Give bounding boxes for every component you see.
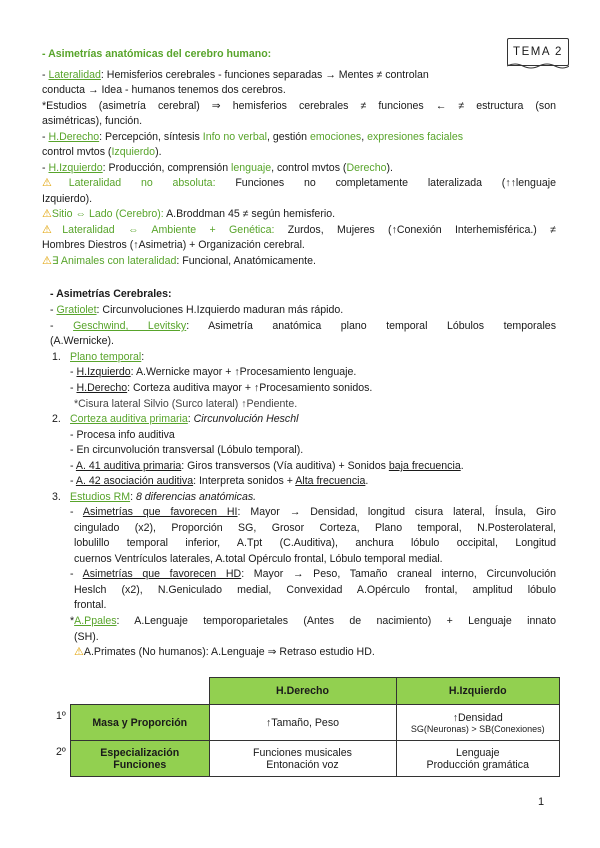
text-line: - H.Izquierdo: Producción, comprensión lenguaje, control mvtos (Derecho). xyxy=(42,162,393,174)
list-item: 1. Plano temporal: xyxy=(52,351,145,363)
text-line: (SH). xyxy=(74,631,99,643)
comparison-table xyxy=(70,677,560,777)
list-item: 2. Corteza auditiva primaria: Circunvolución Heschl xyxy=(52,413,299,425)
list-item: 3. Estudios RM: 8 diferencias anatómicas. xyxy=(52,491,257,503)
warning-icon: ⚠ xyxy=(74,646,84,658)
warning-icon: ⚠ xyxy=(42,224,63,236)
table-cell: ↑Tamaño, Peso xyxy=(209,705,396,741)
topic-tag: TEMA 2 xyxy=(507,38,569,66)
text-line: - Gratiolet: Circunvoluciones H.Izquierdo maduran más rápido. xyxy=(50,304,344,316)
section1-title: - Asimetrías anatómicas del cerebro humano: xyxy=(42,48,272,60)
text-line: cingulado (x2), Proporción SG, Grosor Corteza, Plano temporal, N.Posterolateral, xyxy=(74,522,556,534)
text-line: - Procesa info auditiva xyxy=(70,429,175,441)
text-line: asimétricas), función. xyxy=(42,115,143,127)
text-line: control mvtos (Izquierdo). xyxy=(42,146,162,158)
warning-icon: ⚠ xyxy=(42,208,52,220)
text-line: cuernos Ventrículos laterales, A.total Opérculo frontal, Lóbulo temporal medial. xyxy=(74,553,443,565)
text-line: Izquierdo). xyxy=(42,193,93,205)
page-number: 1 xyxy=(538,796,545,808)
header-hizquierdo: H.Izquierdo xyxy=(396,678,560,705)
text-line: frontal. xyxy=(74,599,107,611)
text-line: - Lateralidad: Hemisferios cerebrales - funciones separadas → Mentes ≠ controlan xyxy=(42,69,429,81)
text-line: ⚠Lateralidad ⇔ Ambiente + Genética: Zurdos, Mujeres (↑Conexión Interhemisférica.) ≠ xyxy=(42,224,556,236)
text-line: *Cisura lateral Silvio (Surco lateral) ↑Pendiente. xyxy=(74,398,298,410)
text-line: lobulillo temporal inferior, A.Tpt (C.Auditiva), anchura lóbulo occipital, Longitud xyxy=(74,537,556,549)
table-cell: ↑Densidad SG(Neuronas) > SB(Conexiones) xyxy=(396,705,560,741)
text-line: - Asimetrías que favorecen HI: Mayor → Densidad, longitud cisura lateral, Ínsula, Giro xyxy=(70,506,556,518)
empty-corner xyxy=(71,678,210,705)
table-cell: Lenguaje Producción gramática xyxy=(396,741,560,777)
table-cell: Funciones musicales Entonación voz xyxy=(209,741,396,777)
text-line: ⚠Sitio ⇔ Lado (Cerebro): A.Broddman 45 ≠ según hemisferio. xyxy=(42,208,336,220)
text-line: ⚠A.Primates (No humanos): A.Lenguaje ⇒ Retraso estudio HD. xyxy=(74,646,375,658)
text-line: - Geschwind, Levitsky: Asimetría anatómica plano temporal Lóbulos temporales xyxy=(50,320,556,332)
text-line: Heslch (x2), N.Geniculado medial, Convexidad A.Opérculo frontal, amplitud lóbulo xyxy=(74,584,556,596)
section2-title: - Asimetrías Cerebrales: xyxy=(50,288,172,300)
row-number: 2º xyxy=(56,746,66,758)
text-line: - H.Derecho: Corteza auditiva mayor + ↑Procesamiento sonidos. xyxy=(70,382,373,394)
row-label: Masa y Proporción xyxy=(71,705,210,741)
warning-icon: ⚠ xyxy=(42,255,52,267)
text-line: - Asimetrías que favorecen HD: Mayor → Peso, Tamaño craneal interno, Circunvolución xyxy=(70,568,556,580)
text-line: - A. 42 asociación auditiva: Interpreta sonidos + Alta frecuencia. xyxy=(70,475,369,487)
text-line: ⚠Lateralidad no absoluta: Funciones no completamente lateralizada (↑↑lenguaje xyxy=(42,177,556,189)
text-line: - A. 41 auditiva primaria: Giros transversos (Vía auditiva) + Sonidos baja frecuencia. xyxy=(70,460,464,472)
text-line: conducta → Idea - humanos tenemos dos cerebros. xyxy=(42,84,286,96)
text-line: *Estudios (asimetría cerebral) ⇒ hemisferios cerebrales ≠ funciones ← ≠ estructura (son xyxy=(42,100,556,112)
row-label: Especialización Funciones xyxy=(71,741,210,777)
text-line: - En circunvolución transversal (Lóbulo temporal). xyxy=(70,444,304,456)
text-line: - H.Izquierdo: A.Wernicke mayor + ↑Procesamiento lenguaje. xyxy=(70,366,357,378)
text-line: Hombres Diestros (↑Asimetria) + Organización cerebral. xyxy=(42,239,305,251)
text-line: - H.Derecho: Percepción, síntesis Info no verbal, gestión emociones, expresiones faciales xyxy=(42,131,464,143)
warning-icon: ⚠ xyxy=(42,177,69,189)
text-line: *A.Ppales: A.Lenguaje temporoparietales (Antes de nacimiento) + Lenguaje innato xyxy=(70,615,556,627)
text-line: ⚠∃ Animales con lateralidad: Funcional, Anatómicamente. xyxy=(42,255,316,267)
header-hderecho: H.Derecho xyxy=(209,678,396,705)
text-line: (A.Wernicke). xyxy=(50,335,114,347)
row-number: 1º xyxy=(56,710,66,722)
